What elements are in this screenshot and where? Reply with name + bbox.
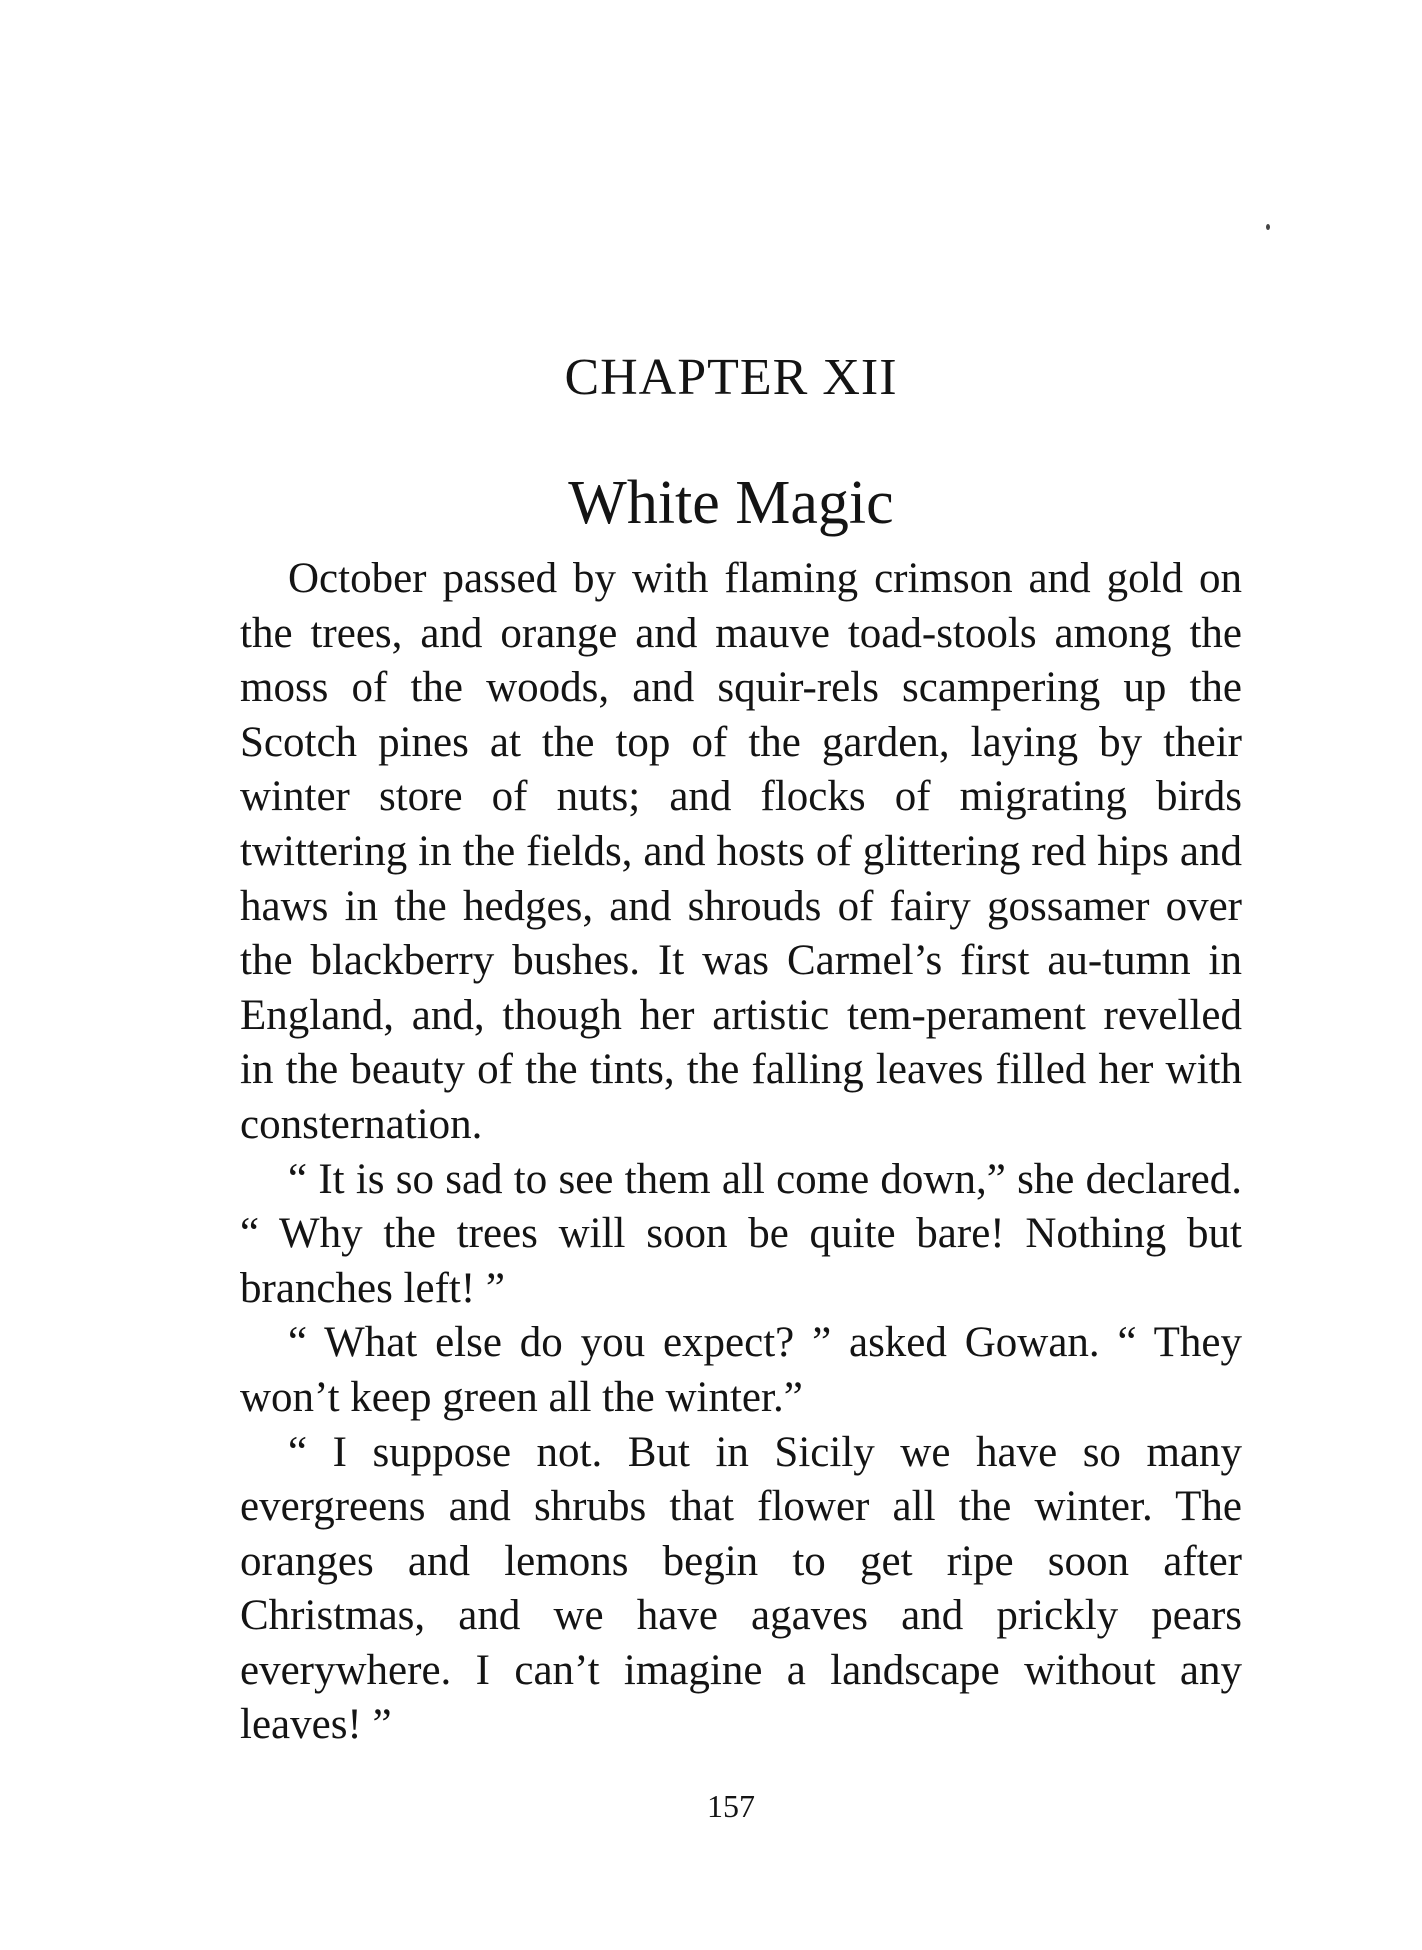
chapter-label: CHAPTER XII bbox=[564, 349, 898, 406]
paragraph-2: “ It is so sad to see them all come down,” she declared. “ Why the trees will soon be quite bare! Nothing but branches left! ” bbox=[240, 1155, 1242, 1312]
paragraph-1: October passed by with flaming crimson and gold on the trees, and orange and mauve toad-stools among the moss of the woods, and squir-rels scampering up the Scotch pines at the top of the garden, laying by their winter store of nuts; and flocks of migrating birds twittering in the fields, and hosts of glittering red hips and haws in the hedges, and shrouds of fairy gossamer over the blackberry bushes. It was Carmel’s first au-tumn in England, and, though her artistic tem-perament revelled in the beauty of the tints, the falling leaves filled her with consternation. bbox=[240, 555, 1242, 1148]
body-text bbox=[240, 552, 1242, 1753]
paragraph-3: “ What else do you expect? ” asked Gowan. “ They won’t keep green all the winter.” bbox=[240, 1319, 1242, 1421]
ink-speck bbox=[1266, 224, 1270, 230]
page-number: 157 bbox=[707, 1788, 755, 1824]
chapter-title: White Magic bbox=[568, 469, 894, 537]
paragraph-4: “ I suppose not. But in Sicily we have so many evergreens and shrubs that flower all the winter. The oranges and lemons begin to get ripe soon after Christmas, and we have agaves and prickly pears everywhere. I can’t imagine a landscape without any leaves! ” bbox=[240, 1428, 1242, 1749]
